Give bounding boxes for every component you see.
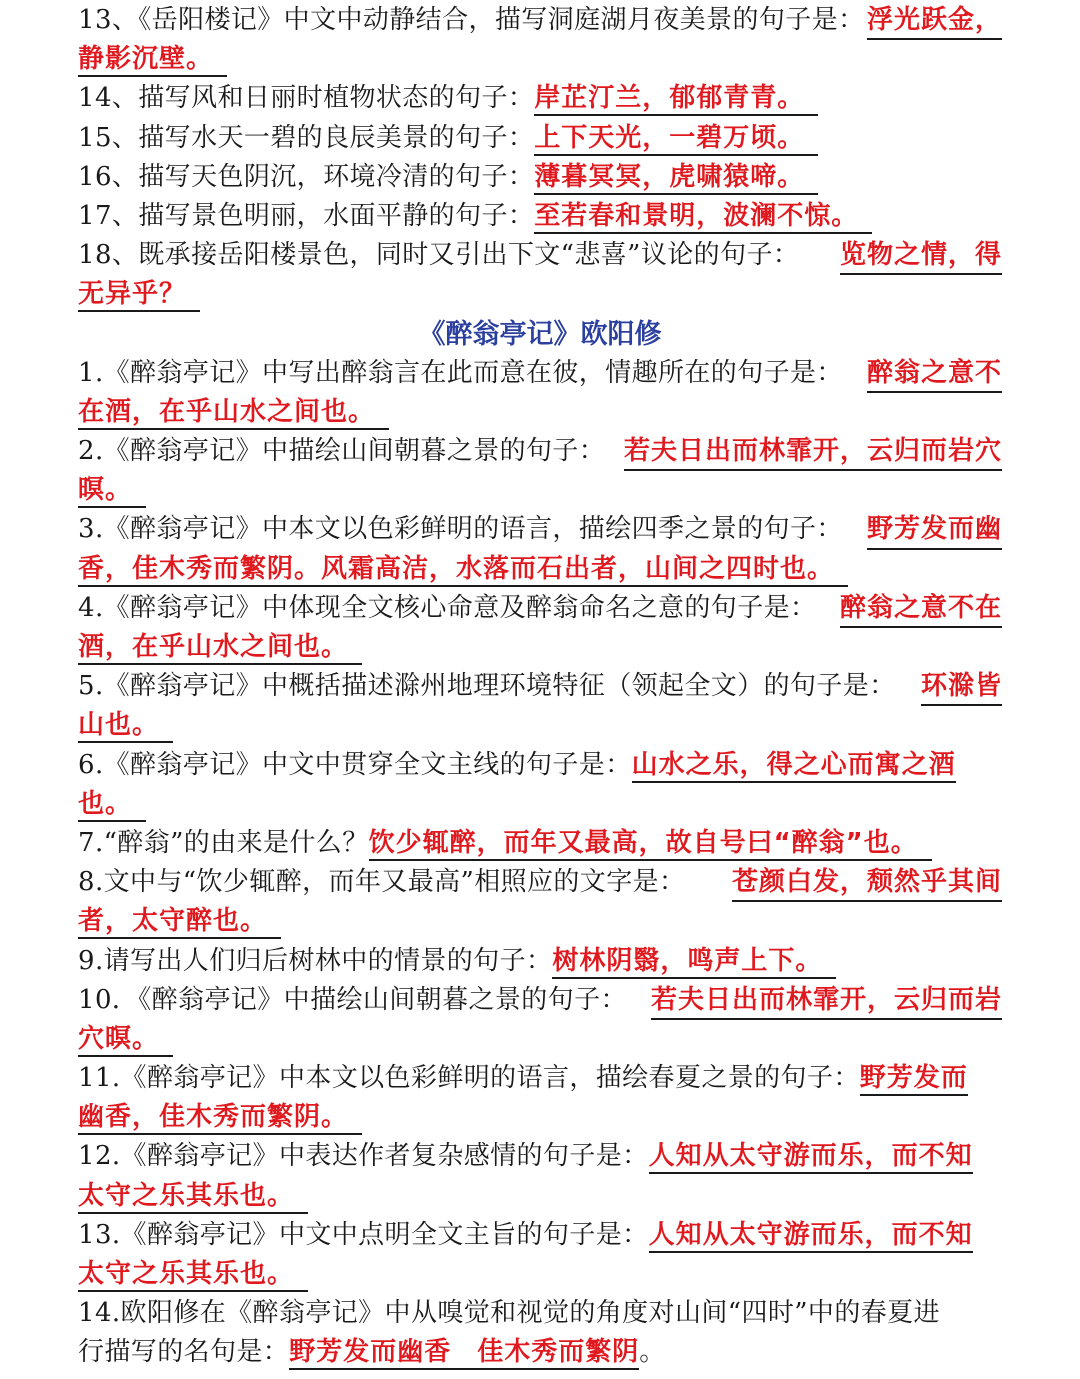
text-line (78, 628, 1002, 667)
question-text: 12.《醉翁亭记》中表达作者复杂感情的句子是： (78, 1141, 649, 1172)
question-text: 18、既承接岳阳楼景色，同时又引出下文“悲喜”议论的句子： (78, 240, 800, 271)
answer-text: 若夫日出而林霏开，云归而岩穴 (624, 432, 1002, 471)
text-line (78, 40, 1002, 79)
answer-text: 览物之情，得 (840, 236, 1002, 275)
text-line (78, 824, 1002, 863)
text-line (78, 550, 1002, 589)
question-text: 14、描写风和日丽时植物状态的句子： (78, 83, 535, 114)
answer-text: 醉翁之意不 (867, 354, 1002, 393)
text-line (78, 119, 1002, 158)
question-text: 1.《醉翁亭记》中写出醉翁言在此而意在彼，情趣所在的句子是： (78, 357, 843, 388)
trailing-punctuation: 。 (639, 1337, 666, 1368)
document-page (0, 1, 1080, 1379)
answer-text: 至若春和景明，波澜不惊。 (534, 201, 872, 234)
text-line (78, 1294, 1002, 1333)
text-line (78, 1, 1002, 40)
answer-text: 野芳发而 (860, 1063, 968, 1096)
text-line (78, 902, 1002, 941)
question-text: 4.《醉翁亭记》中体现全文核心命意及醉翁命名之意的句子是： (78, 592, 817, 623)
text-line (78, 471, 1002, 510)
question-text: 11.《醉翁亭记》中本文以色彩鲜明的语言，描绘春夏之景的句子： (78, 1063, 860, 1094)
text-line (78, 1333, 1002, 1372)
question-text: 9.请写出人们归后树林中的情景的句子： (78, 945, 553, 976)
answer-text: 野芳发而幽 (867, 510, 1002, 549)
text-line (78, 197, 1002, 236)
answer-text: 在酒，在乎山水之间也。 (78, 397, 389, 430)
answer-text: 人知从太守游而乐，而不知 (649, 1220, 973, 1253)
answer-text: 山水之乐，得之心而寓之酒 (632, 750, 956, 783)
question-text: 6.《醉翁亭记》中文中贯穿全文主线的句子是： (78, 749, 632, 780)
answer-text: 太守之乐其乐也。 (78, 1259, 308, 1292)
question-text: 8.文中与“饮少辄醉，而年又最高”相照应的文字是： (78, 867, 686, 898)
question-text: 5.《醉翁亭记》中概括描述滁州地理环境特征（领起全文）的句子是： (78, 671, 896, 702)
answer-text: 也。 (78, 789, 146, 822)
question-text: 7.“醉翁”的由来是什么？ (78, 827, 369, 858)
section-title: 《醉翁亭记》欧阳修 (418, 318, 662, 350)
answer-text: 幽香，佳木秀而繁阴。 (78, 1102, 362, 1135)
text-line (78, 510, 1002, 549)
text-line (78, 275, 1002, 314)
answer-text: 山也。 (78, 710, 173, 743)
question-text: 16、描写天色阴沉，环境冷清的句子： (78, 161, 535, 192)
text-line (78, 1137, 1002, 1176)
answer-text-second: 佳木秀而繁阴 (477, 1337, 640, 1368)
text-line (78, 746, 1002, 785)
question-text: 行描写的名句是： (78, 1337, 290, 1368)
text-line (78, 1177, 1002, 1216)
text-line (78, 942, 1002, 981)
answer-text: 薄暮冥冥，虎啸猿啼。 (534, 162, 818, 195)
answer-text: 无异乎？ (78, 279, 200, 312)
text-line (78, 1216, 1002, 1255)
text-line (78, 1098, 1002, 1137)
answer-text: 静影沉壁。 (78, 44, 227, 77)
answer-text: 穴暝。 (78, 1024, 173, 1057)
answer-text: 人知从太守游而乐，而不知 (649, 1141, 973, 1174)
question-text: 13、《岳阳楼记》中文中动静结合，描写洞庭湖月夜美景的句子是： (78, 5, 865, 35)
answer-text: 太守之乐其乐也。 (78, 1181, 308, 1214)
answer-text: 环滁皆 (921, 667, 1002, 706)
text-line (78, 706, 1002, 745)
question-text: 14.欧阳修在《醉翁亭记》中从嗅觉和视觉的角度对山间“四时”中的春夏进 (78, 1298, 940, 1329)
question-text: 10．《醉翁亭记》中描绘山间朝暮之景的句子： (78, 984, 627, 1015)
text-line (78, 981, 1002, 1020)
text-line (78, 432, 1002, 471)
text-line (78, 1059, 1002, 1098)
text-line (78, 79, 1002, 118)
answer-text: 上下天光，一碧万顷。 (534, 123, 818, 156)
question-text: 17、描写景色明丽，水面平静的句子： (78, 200, 535, 231)
question-text: 15、描写水天一碧的良辰美景的句子： (78, 122, 535, 153)
text-line (78, 863, 1002, 902)
answer-text: 树林阴翳，鸣声上下。 (552, 946, 836, 979)
text-line (78, 158, 1002, 197)
answer-text: 香，佳木秀而繁阴。风霜高洁，水落而石出者，山间之四时也。 (78, 554, 848, 587)
answer-text: 野芳发而幽香 佳木秀而繁阴 (289, 1337, 639, 1370)
question-text: 3.《醉翁亭记》中本文以色彩鲜明的语言，描绘四季之景的句子： (78, 514, 843, 545)
text-line (78, 236, 1002, 275)
question-text: 2.《醉翁亭记》中描绘山间朝暮之景的句子： (78, 436, 606, 467)
answer-text: 醉翁之意不在 (840, 589, 1002, 628)
answer-text: 浮光跃金， (867, 1, 1002, 40)
answer-text: 者，太守醉也。 (78, 906, 281, 939)
question-text: 13.《醉翁亭记》中文中点明全文主旨的句子是： (78, 1219, 649, 1250)
text-line (78, 785, 1002, 824)
text-line (78, 354, 1002, 393)
text-line (78, 589, 1002, 628)
answer-text: 若夫日出而林霏开，云归而岩 (651, 981, 1002, 1020)
text-line (78, 393, 1002, 432)
answer-text: 饮少辄醉，而年又最高，故自号曰“醉翁”也。 (369, 828, 932, 861)
answer-text: 岸芷汀兰，郁郁青青。 (534, 83, 818, 116)
text-line (78, 1255, 1002, 1294)
answer-text: 苍颜白发，颓然乎其间 (732, 863, 1002, 902)
text-line (78, 667, 1002, 706)
yueyanglou-questions (78, 1, 1002, 315)
zuiwengting-questions (78, 354, 1002, 1373)
answer-text: 酒，在乎山水之间也。 (78, 632, 362, 665)
answer-text: 暝。 (78, 475, 146, 508)
text-line (78, 1020, 1002, 1059)
